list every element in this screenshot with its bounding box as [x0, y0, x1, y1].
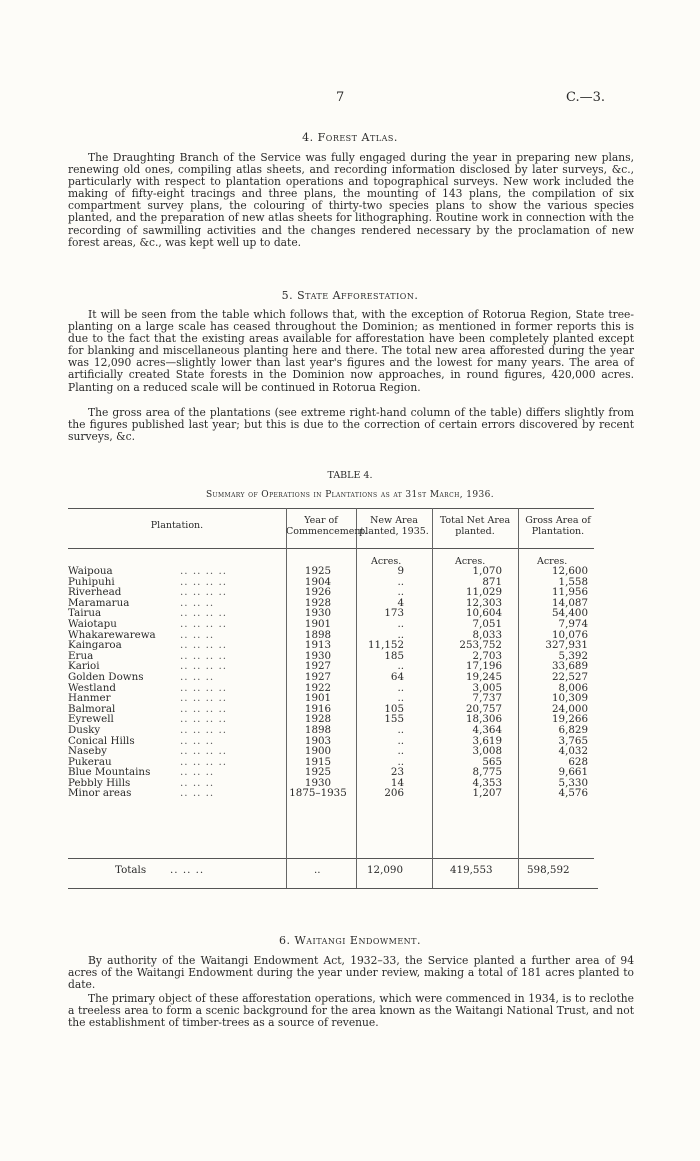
leader-dots: .. .. .. .. [180, 639, 228, 652]
gross-area: 14,087 [551, 596, 588, 609]
header-plantation: Plantation. [150, 520, 204, 531]
table-row [68, 788, 594, 799]
page-code: C.—3. [566, 90, 606, 105]
gross-area: 33,689 [551, 660, 588, 673]
header-gross-area-line-1: Gross Area of [525, 515, 591, 526]
paragraph-waitangi-2: The primary object of these afforestation operations, which were commenced in 1934, is to reclothe a treeless area to form a scenic background for the area known as the Waitangi National Trust, and not the establishment of timber-trees as a source of revenue. [68, 992, 634, 1030]
plantation-name: Whakarewarewa [68, 629, 156, 641]
section-heading-state-afforestation: 5. State Afforestation. [281, 289, 419, 302]
table-row [68, 683, 594, 694]
paragraph-state-afforestation-1: It will be seen from the table which follows that, with the exception of Rotorua Region, State tree-planting on a large scale has ceased throughout the Dominion; as mentioned in former reports this is due to the fact that the existing areas available for afforestation have been completely planted except for blanking and miscellaneous planting here and there. The total new area afforested during the year was 12,090 acres—slightly lower than last year's figures and the lowest for many years. The area of artificially created State forests in the Dominion now approaches, in round figures, 420,000 acres. Planting on a reduced scale will be continued in Rotorua Region. [68, 308, 634, 394]
year-of-commencement: 1898 [304, 628, 332, 641]
table-body [68, 566, 594, 799]
year-of-commencement: 1904 [304, 575, 332, 588]
plantation-name: Tairua [68, 608, 102, 619]
year-of-commencement: 1930 [304, 776, 332, 789]
plantation-name: Eyrewell [68, 714, 114, 725]
new-area-planted: 173 [384, 607, 404, 620]
gross-area: 19,266 [551, 713, 588, 726]
gross-area: 7,974 [558, 617, 588, 630]
total-net-area: 3,008 [472, 745, 502, 758]
year-of-commencement: 1875–1935 [289, 787, 347, 800]
total-net-area: 871 [482, 575, 502, 588]
total-net-area: 20,757 [465, 702, 502, 715]
leader-dots: .. .. .. .. [180, 702, 228, 715]
year-of-commencement: 1913 [304, 639, 332, 652]
leader-dots: .. .. .. [180, 776, 215, 789]
new-area-planted: 155 [384, 713, 404, 726]
totals-net-area: 419,553 [450, 864, 493, 876]
gross-area: 10,309 [551, 692, 588, 705]
leader-dots: .. .. .. .. [180, 586, 228, 599]
new-area-planted: .. [397, 723, 404, 736]
leader-dots: .. .. .. [180, 734, 215, 747]
leader-dots: .. .. .. .. [180, 649, 228, 662]
page-number: 7 [336, 90, 345, 105]
gross-area: 4,032 [558, 745, 588, 758]
leader-dots: .. .. .. .. [180, 713, 228, 726]
header-gross-area-line-2: Plantation. [531, 526, 585, 537]
year-of-commencement: 1927 [304, 660, 332, 673]
table-header-rule [68, 548, 594, 549]
year-of-commencement: 1927 [304, 670, 332, 683]
gross-area: 5,330 [558, 776, 588, 789]
table-row [68, 672, 594, 683]
table-bottom-rule [68, 888, 598, 889]
new-area-planted: 64 [390, 670, 404, 683]
table-top-rule [68, 508, 594, 509]
total-net-area: 565 [482, 755, 502, 768]
table-row [68, 651, 594, 662]
total-net-area: 3,005 [472, 681, 502, 694]
table-row [68, 577, 594, 588]
header-net-area-line-1: Total Net Area [439, 515, 511, 526]
new-area-planted: .. [397, 681, 404, 694]
totals-dots: .. .. .. [170, 864, 205, 876]
units-new-area: Acres. [371, 556, 402, 567]
total-net-area: 4,364 [472, 723, 502, 736]
table-row [68, 746, 594, 757]
new-area-planted: .. [397, 660, 404, 673]
leader-dots: .. .. .. .. [180, 575, 228, 588]
table-row [68, 736, 594, 747]
leader-dots: .. .. .. .. [180, 565, 228, 577]
total-net-area: 253,752 [459, 639, 502, 652]
total-net-area: 2,703 [472, 649, 502, 662]
leader-dots: .. .. .. [180, 766, 215, 779]
table-row [68, 640, 594, 651]
year-of-commencement: 1898 [304, 723, 332, 736]
plantation-name: Karioi [68, 661, 100, 672]
year-of-commencement: 1900 [304, 745, 332, 758]
section-heading-forest-atlas: 4. Forest Atlas. [302, 131, 398, 144]
header-net-area-line-2: planted. [455, 526, 495, 537]
paragraph-state-afforestation-2: The gross area of the plantations (see extreme right-hand column of the table) differs slightly from the figures published last year; but this is due to the correction of certain errors discovered by recent surveys, &c. [68, 406, 634, 444]
year-of-commencement: 1901 [304, 617, 332, 630]
year-of-commencement: 1925 [304, 565, 332, 577]
total-net-area: 7,051 [472, 617, 502, 630]
plantation-name: Riverhead [68, 587, 122, 598]
table-row [68, 566, 594, 577]
new-area-planted: 11,152 [367, 639, 404, 652]
gross-area: 22,527 [551, 670, 588, 683]
leader-dots: .. .. .. [180, 596, 215, 609]
header-year-line-2: Commencement. [286, 526, 368, 537]
paragraph-waitangi-1: By authority of the Waitangi Endowment Act, 1932–33, the Service planted a further area of 94 acres of the Waitangi Endowment during the year under review, making a total of 181 acres planted to date. [68, 954, 634, 992]
new-area-planted: 9 [397, 565, 404, 577]
year-of-commencement: 1901 [304, 692, 332, 705]
new-area-planted: .. [397, 575, 404, 588]
table-row [68, 757, 594, 768]
total-net-area: 7,737 [472, 692, 502, 705]
total-net-area: 18,306 [465, 713, 502, 726]
year-of-commencement: 1928 [304, 713, 332, 726]
table-row [68, 704, 594, 715]
table-row [68, 661, 594, 672]
year-of-commencement: 1930 [304, 649, 332, 662]
leader-dots: .. .. .. .. [180, 755, 228, 768]
table-subtitle: Summary of Operations in Plantations as at 31st March, 1936. [205, 490, 495, 500]
new-area-planted: 4 [397, 596, 404, 609]
total-net-area: 8,775 [472, 766, 502, 779]
plantation-name: Westland [68, 682, 116, 694]
plantation-name: Puhipuhi [68, 576, 115, 588]
plantation-name: Hanmer [68, 693, 111, 704]
new-area-planted: .. [397, 692, 404, 705]
year-of-commencement: 1926 [304, 586, 332, 599]
totals-gross-area: 598,592 [527, 864, 570, 876]
plantation-name: Balmoral [68, 703, 116, 715]
year-of-commencement: 1915 [304, 755, 332, 768]
plantation-name: Minor areas [68, 788, 132, 800]
units-net-area: Acres. [455, 556, 486, 567]
year-of-commencement: 1928 [304, 596, 332, 609]
paragraph-forest-atlas: The Draughting Branch of the Service was fully engaged during the year in preparing new plans, renewing old ones, compiling atlas sheets, and recording information disclosed by later surveys, &c., particularly with respect to plantation operations and topographical surveys. New work included the making of fifty-eight tracings and three plans, the mounting of 143 plans, the compilation of six compartment survey plans, the colouring of thirty-two species plans to show the various species planted, and the preparation of new atlas sheets for lithographing. Routine work in connection with the recording of sawmilling activities and the changes rendered necessary by the proclamation of new forest areas, &c., was kept well up to date. [68, 151, 634, 249]
plantation-name: Waipoua [68, 566, 113, 577]
leader-dots: .. .. .. .. [180, 692, 228, 705]
gross-area: 10,076 [551, 628, 588, 641]
new-area-planted: 14 [390, 776, 404, 789]
leader-dots: .. .. .. .. [180, 660, 228, 673]
gross-area: 6,829 [558, 723, 588, 736]
gross-area: 1,558 [558, 575, 588, 588]
header-new-area-line-2: planted, 1935. [359, 526, 429, 537]
plantation-name: Waiotapu [68, 618, 117, 630]
table-totals-rule [68, 858, 594, 859]
year-of-commencement: 1925 [304, 766, 332, 779]
plantation-name: Dusky [68, 724, 101, 736]
total-net-area: 11,029 [465, 586, 502, 599]
total-net-area: 12,303 [465, 596, 502, 609]
plantation-name: Pebbly Hills [68, 777, 131, 789]
plantation-name: Kaingaroa [68, 640, 122, 651]
new-area-planted: 185 [384, 649, 404, 662]
plantation-name: Golden Downs [68, 671, 144, 683]
new-area-planted: 206 [384, 787, 404, 800]
table-row [68, 725, 594, 736]
total-net-area: 17,196 [465, 660, 502, 673]
units-gross-area: Acres. [537, 556, 568, 567]
gross-area: 12,600 [551, 565, 588, 577]
gross-area: 628 [568, 755, 588, 768]
plantation-name: Erua [68, 650, 94, 662]
leader-dots: .. .. .. .. [180, 617, 228, 630]
total-net-area: 1,070 [472, 565, 502, 577]
totals-new-area: 12,090 [367, 864, 404, 876]
total-net-area: 8,033 [472, 628, 502, 641]
gross-area: 9,661 [558, 766, 588, 779]
year-of-commencement: 1916 [304, 702, 332, 715]
new-area-planted: .. [397, 745, 404, 758]
total-net-area: 10,604 [465, 607, 502, 620]
new-area-planted: .. [397, 628, 404, 641]
new-area-planted: 23 [390, 766, 404, 779]
gross-area: 54,400 [551, 607, 588, 620]
totals-label: Totals [115, 864, 147, 876]
gross-area: 4,576 [558, 787, 588, 800]
year-of-commencement: 1903 [304, 734, 332, 747]
table-row [68, 714, 594, 725]
gross-area: 327,931 [545, 639, 588, 652]
plantation-name: Blue Mountains [68, 767, 151, 778]
new-area-planted: .. [397, 734, 404, 747]
year-of-commencement: 1930 [304, 607, 332, 620]
table-row [68, 598, 594, 609]
header-year-line-1: Year of [304, 515, 338, 526]
total-net-area: 4,353 [472, 776, 502, 789]
leader-dots: .. .. .. .. [180, 745, 228, 758]
header-new-area-line-1: New Area [370, 515, 418, 526]
gross-area: 3,765 [558, 734, 588, 747]
total-net-area: 19,245 [465, 670, 502, 683]
total-net-area: 1,207 [472, 787, 502, 800]
plantation-name: Pukerau [68, 756, 112, 768]
table-title: TABLE 4. [327, 470, 373, 481]
totals-year: .. [314, 864, 321, 876]
table-row [68, 608, 594, 619]
gross-area: 24,000 [551, 702, 588, 715]
gross-area: 5,392 [558, 649, 588, 662]
table-row [68, 767, 594, 778]
leader-dots: .. .. .. [180, 670, 215, 683]
new-area-planted: .. [397, 755, 404, 768]
year-of-commencement: 1922 [304, 681, 332, 694]
leader-dots: .. .. .. .. [180, 723, 228, 736]
total-net-area: 3,619 [472, 734, 502, 747]
table-row [68, 630, 594, 641]
new-area-planted: 105 [384, 702, 404, 715]
section-heading-waitangi: 6. Waitangi Endowment. [278, 934, 422, 947]
new-area-planted: .. [397, 586, 404, 599]
table-row [68, 619, 594, 630]
plantation-name: Maramarua [68, 597, 130, 609]
leader-dots: .. .. .. [180, 787, 215, 800]
gross-area: 11,956 [551, 586, 588, 599]
table-row [68, 693, 594, 704]
new-area-planted: .. [397, 617, 404, 630]
gross-area: 8,006 [558, 681, 588, 694]
table-row [68, 587, 594, 598]
plantation-name: Naseby [68, 746, 107, 757]
leader-dots: .. .. .. .. [180, 681, 228, 694]
leader-dots: .. .. .. [180, 628, 215, 641]
leader-dots: .. .. .. .. [180, 607, 228, 620]
plantation-name: Conical Hills [68, 735, 135, 747]
